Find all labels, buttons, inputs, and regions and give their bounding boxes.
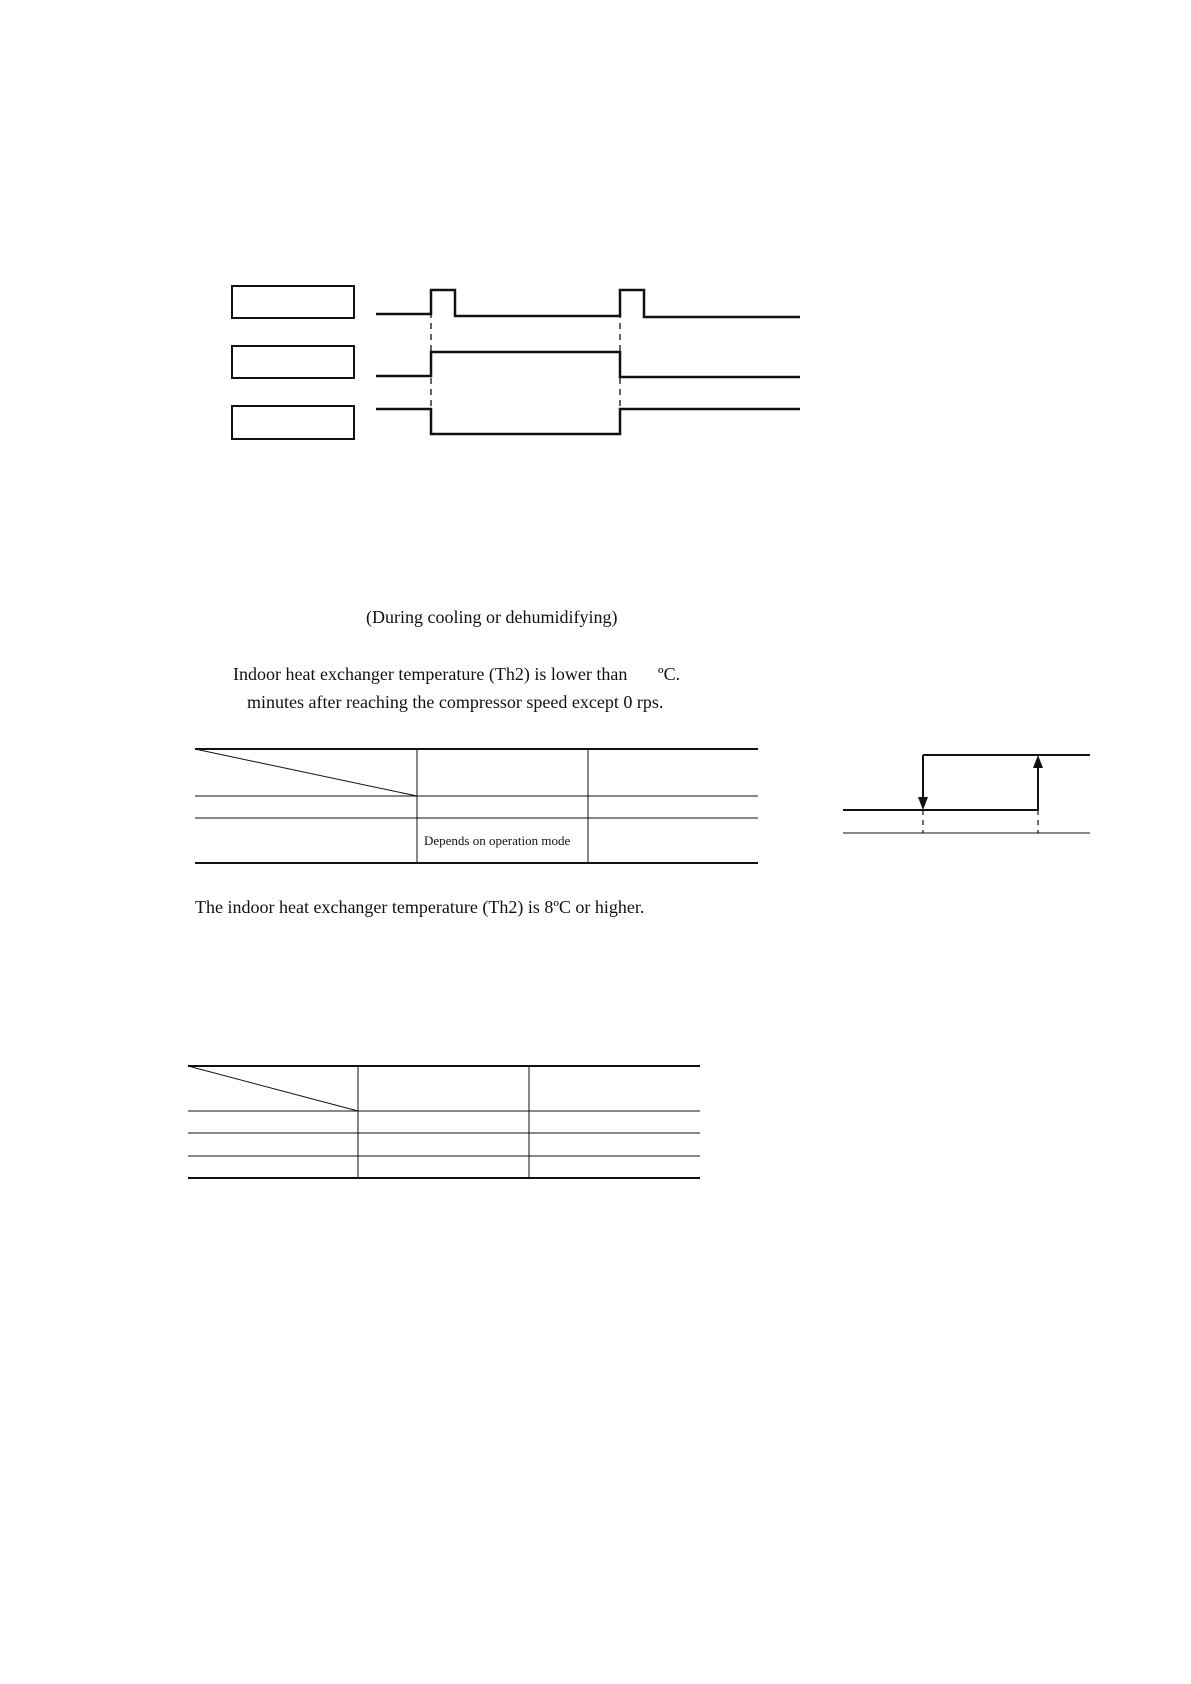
table2-diagonal (188, 1066, 358, 1111)
condition-line-1-unit: ºC. (658, 664, 681, 684)
reset-condition-text: The indoor heat exchanger temperature (Th2) is 8ºC or higher. (195, 897, 645, 917)
condition-line-1: Indoor heat exchanger temperature (Th2) is lower than (233, 664, 628, 684)
condition-line-2: minutes after reaching the compressor speed except 0 rps. (247, 692, 664, 712)
condition-heading: (During cooling or dehumidifying) (366, 607, 618, 627)
table1-mode-cell: Depends on operation mode (424, 833, 571, 848)
